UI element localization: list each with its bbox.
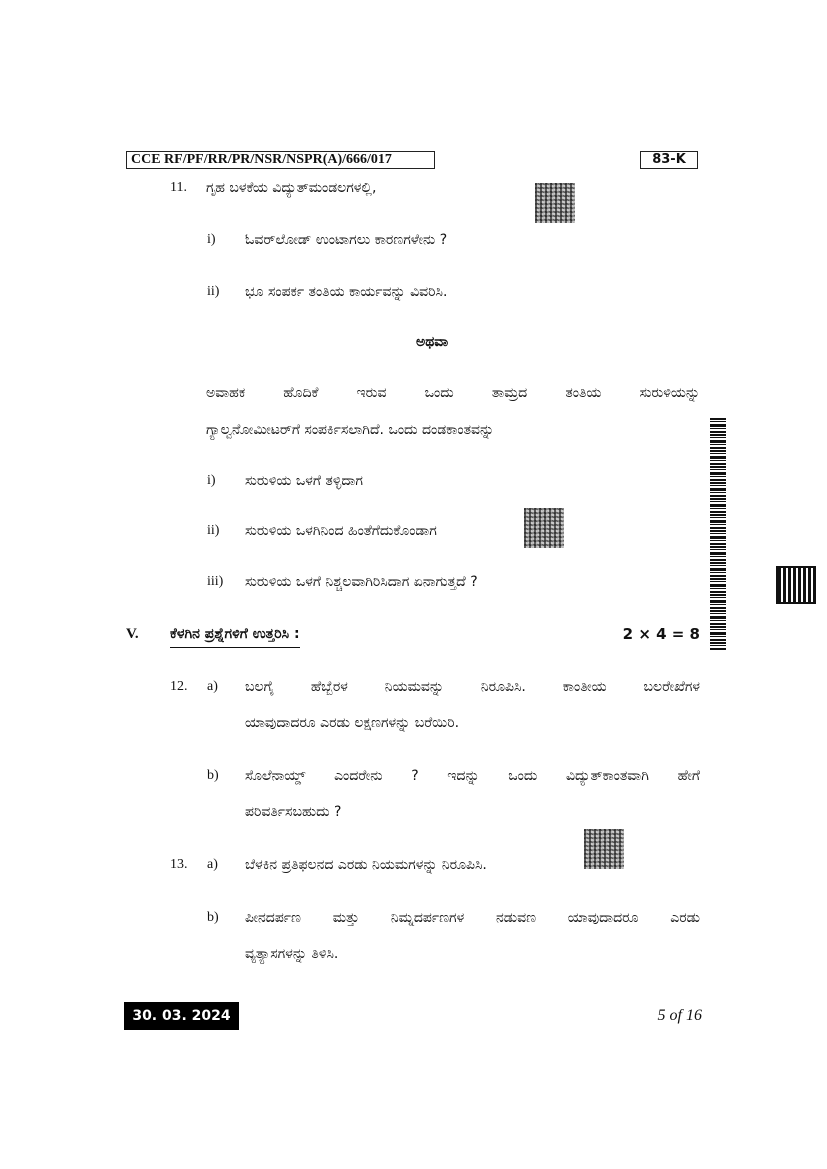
- alt-part-ii: ಸುರುಳಿಯ ಒಳಗಿನಿಂದ ಹಿಂತೆಗೆದುಕೊಂಡಾಗ: [245, 523, 437, 539]
- part-label: a): [207, 679, 218, 694]
- or-separator: ಅಥವಾ: [416, 334, 449, 350]
- scan-code-image: [524, 508, 564, 548]
- alt-question-line-2: ಗ್ಯಾಲ್ವನೋಮೀಟರ್‌ಗೆ ಸಂಪರ್ಕಿಸಲಾಗಿದೆ. ಒಂದು ದಂಡಕಾಂತವನ್ನು: [206, 422, 495, 438]
- question-12b-line-2: ಪರಿವರ್ತಿಸಬಹುದು ?: [245, 804, 342, 820]
- alt-question-line-1: ಅವಾಹಕ ಹೊದಿಕೆ ಇರುವ ಒಂದು ತಾಮ್ರದ ತಂತಿಯ ಸುರುಳಿಯನ್ನು: [206, 385, 700, 401]
- side-barcode: [710, 418, 726, 650]
- question-12a-line-1: ಬಲಗೈ ಹೆಬ್ಬೆರಳ ನಿಯಮವನ್ನು ನಿರೂಪಿಸಿ. ಕಾಂತೀಯ ಬಲರೇಖೆಗಳ: [245, 679, 700, 695]
- scan-code-image: [584, 829, 624, 869]
- scan-code-image: [535, 183, 575, 223]
- part-label: b): [207, 910, 219, 925]
- question-11-part-i: ಓವರ್‌ಲೋಡ್ ಉಂಟಾಗಲು ಕಾರಣಗಳೇನು ?: [245, 232, 448, 248]
- question-number-12: 12.: [170, 679, 188, 694]
- part-label: ii): [207, 284, 220, 299]
- question-13a: ಬೆಳಕಿನ ಪ್ರತಿಫಲನದ ಎರಡು ನಿಯಮಗಳನ್ನು ನಿರೂಪಿಸಿ.: [245, 857, 487, 873]
- question-number-13: 13.: [170, 857, 188, 872]
- side-qr-code: [776, 566, 816, 604]
- section-marks: 2 × 4 = 8: [622, 625, 700, 643]
- part-label: ii): [207, 523, 220, 538]
- part-label: iii): [207, 574, 224, 589]
- question-12b-line-1: ಸೊಲೆನಾಯ್ಡ್ ಎಂದರೇನು ? ಇದನ್ನು ಒಂದು ವಿದ್ಯುತ್‌ಕಾಂತವಾಗಿ ಹೇಗೆ: [245, 768, 700, 784]
- question-12a-line-2: ಯಾವುದಾದರೂ ಎರಡು ಲಕ್ಷಣಗಳನ್ನು ಬರೆಯಿರಿ.: [245, 715, 460, 731]
- question-11-part-ii: ಭೂ ಸಂಪರ್ಕ ತಂತಿಯ ಕಾರ್ಯವನ್ನು ವಿವರಿಸಿ.: [245, 284, 448, 300]
- section-number: V.: [126, 626, 139, 642]
- section-title: ಕೆಳಗಿನ ಪ್ರಶ್ನೆಗಳಿಗೆ ಉತ್ತರಿಸಿ :: [170, 624, 300, 648]
- part-label: i): [207, 473, 216, 488]
- question-number-11: 11.: [170, 180, 187, 195]
- part-label: i): [207, 232, 216, 247]
- paper-code: CCE RF/PF/RR/PR/NSR/NSPR(A)/666/017: [126, 151, 435, 169]
- question-13b-line-2: ವ್ಯತ್ಯಾಸಗಳನ್ನು ತಿಳಿಸಿ.: [245, 946, 339, 962]
- page-number: 5 of 16: [657, 1007, 702, 1024]
- alt-part-i: ಸುರುಳಿಯ ಒಳಗೆ ತಳ್ಳಿದಾಗ: [245, 473, 363, 489]
- part-label: a): [207, 857, 218, 872]
- question-11-stem: ಗೃಹ ಬಳಕೆಯ ವಿದ್ಯುತ್‌ಮಂಡಲಗಳಲ್ಲಿ,: [206, 180, 377, 196]
- part-label: b): [207, 768, 219, 783]
- question-13b-line-1: ಪೀನದರ್ಪಣ ಮತ್ತು ನಿಮ್ನದರ್ಪಣಗಳ ನಡುವಣ ಯಾವುದಾದರೂ ಎರಡು: [245, 910, 700, 926]
- paper-page-code: 83-K: [640, 151, 698, 169]
- alt-part-iii: ಸುರುಳಿಯ ಒಳಗೆ ನಿಶ್ಚಲವಾಗಿರಿಸಿದಾಗ ಏನಾಗುತ್ತದೆ ?: [245, 574, 478, 590]
- exam-date: 30. 03. 2024: [124, 1002, 239, 1030]
